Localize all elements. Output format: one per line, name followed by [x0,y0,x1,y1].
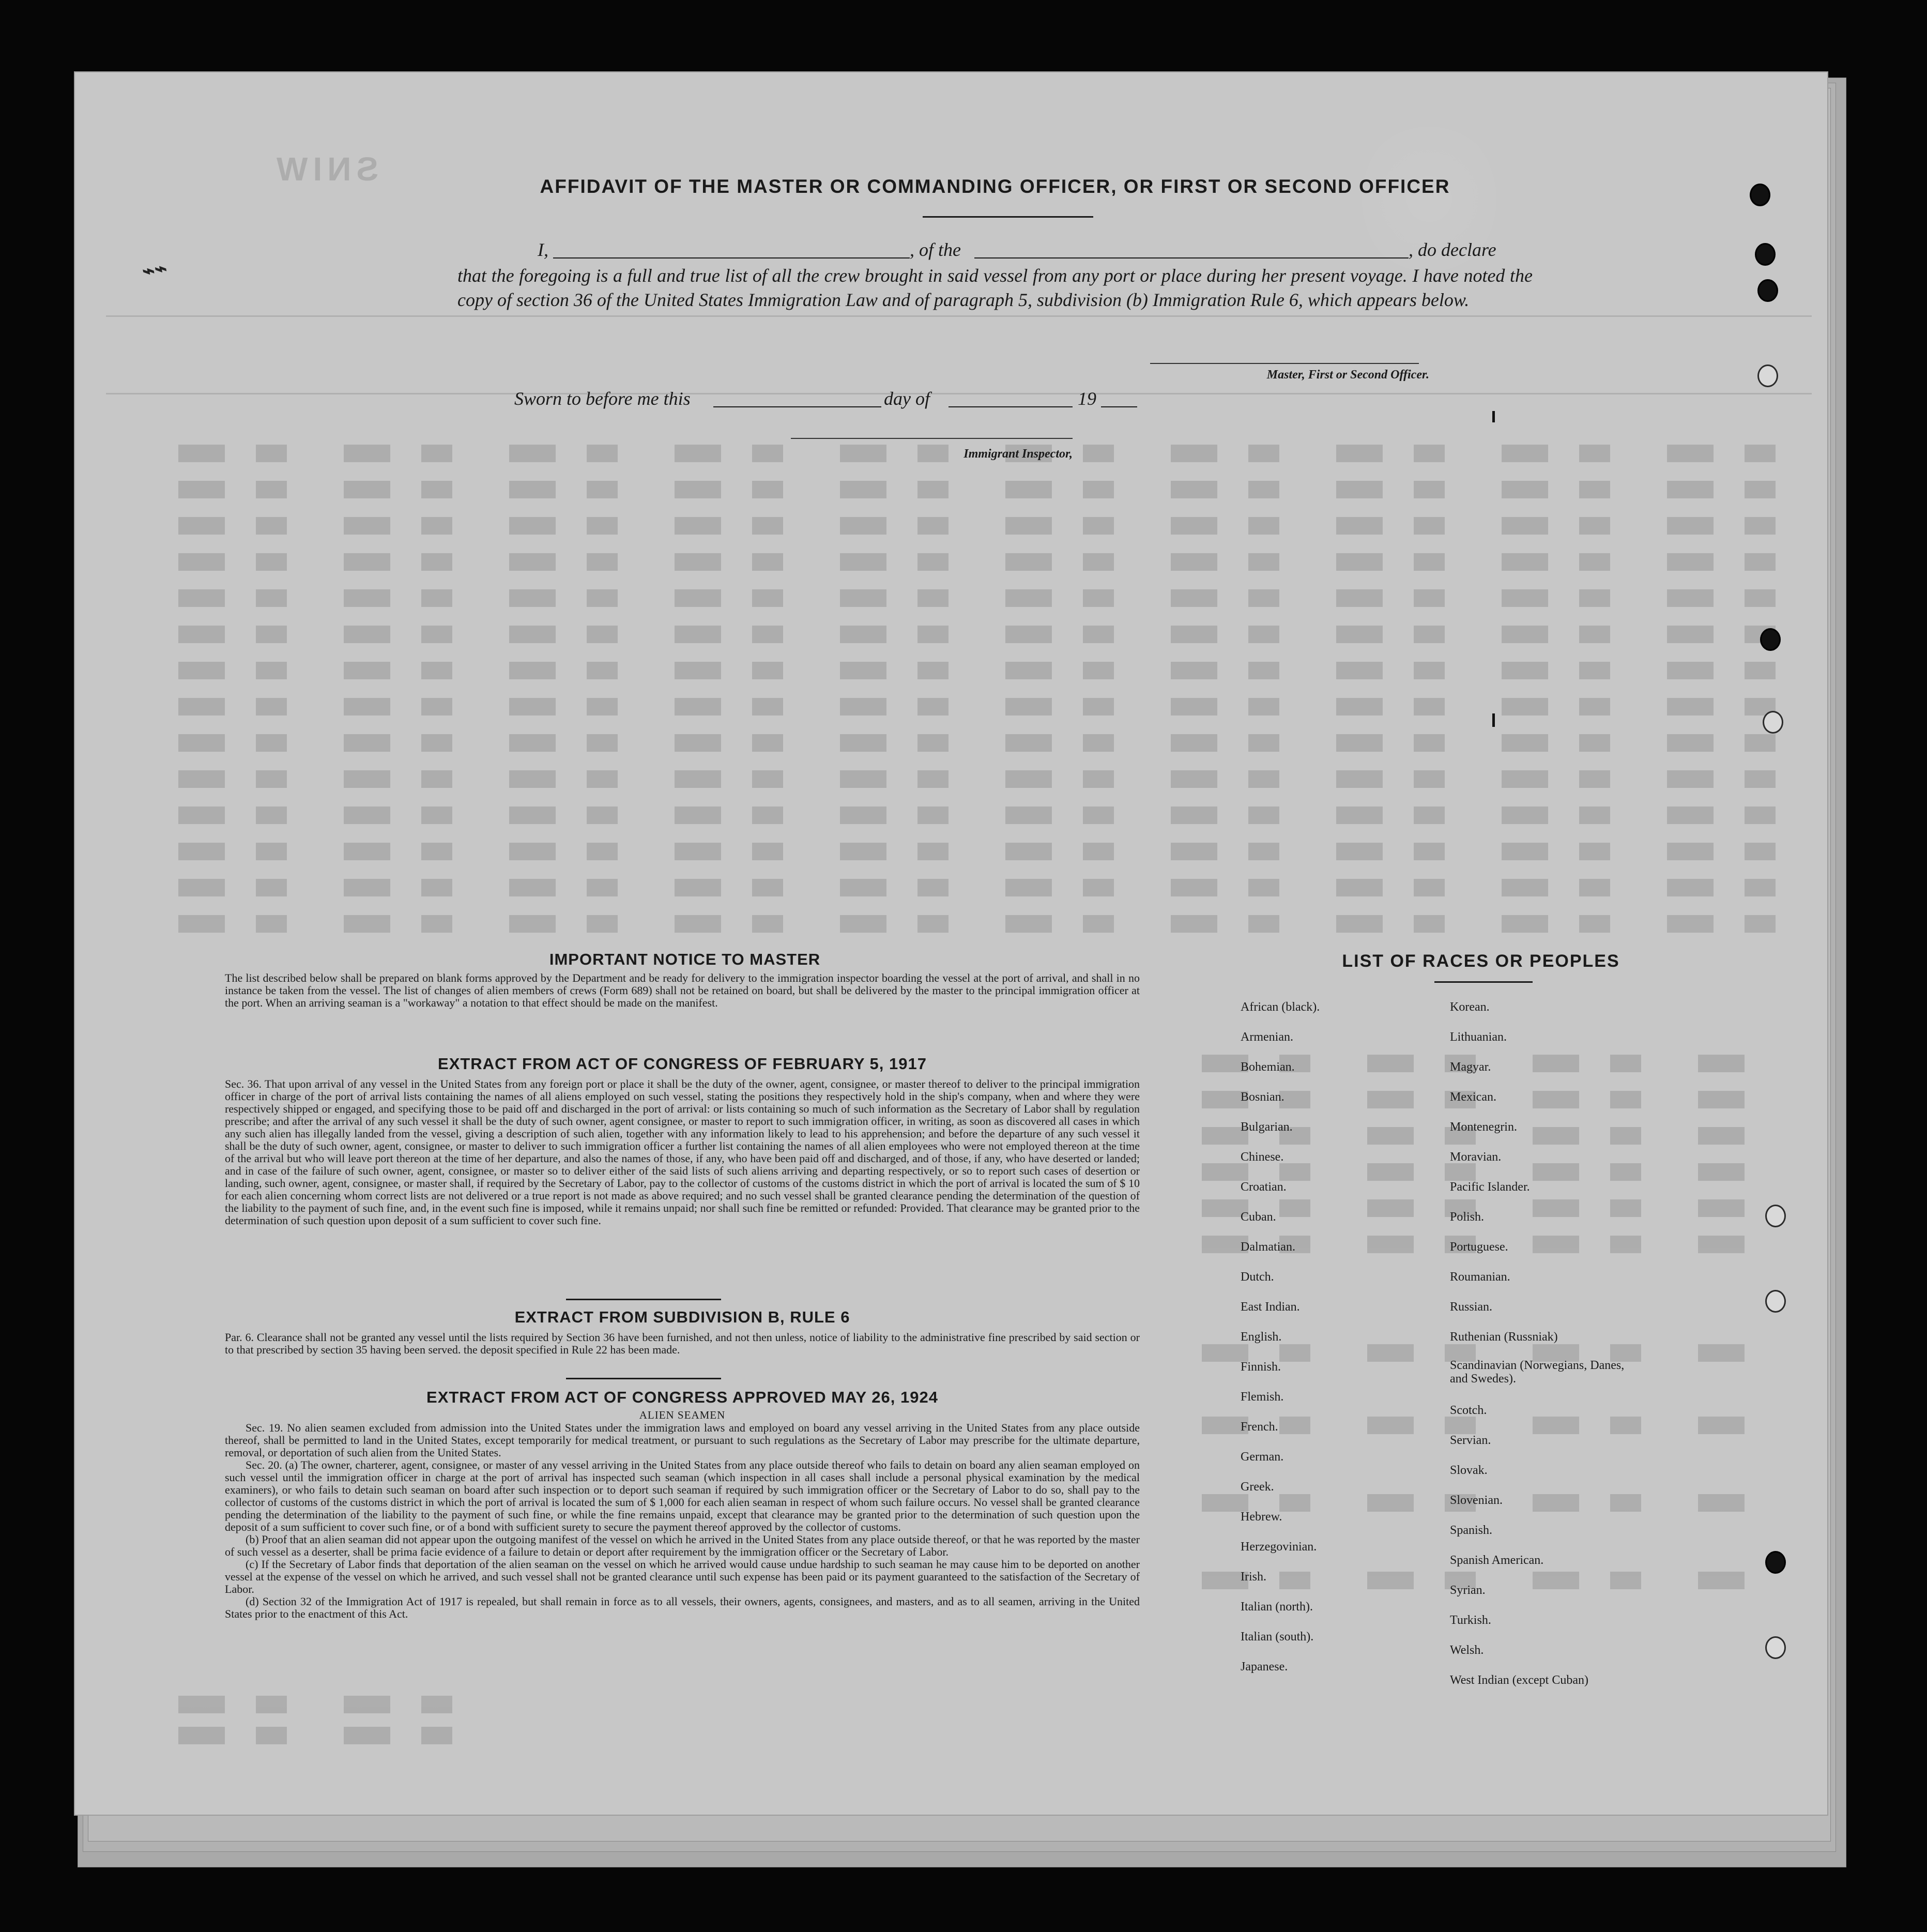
race-item: Servian. [1450,1434,1491,1447]
month-blank [949,406,1073,407]
affidavit-declaration-line [457,239,1533,265]
race-item: Moravian. [1450,1150,1502,1164]
race-item: Japanese. [1241,1660,1288,1674]
race-item: Dutch. [1241,1270,1274,1284]
bleedthrough-heading: SNIW [271,150,379,188]
act-1917-heading: EXTRACT FROM ACT OF CONGRESS OF FEBRUARY 5, 1917 [438,1055,927,1073]
races-heading: LIST OF RACES OR PEOPLES [1342,951,1620,971]
race-item: Herzegovinian. [1241,1540,1317,1554]
act-1924-paragraph: (b) Proof that an alien seaman did not appear upon the outgoing manifest of the vessel on which he arrived in the United States from any place outside thereof, or that he was reported by the master of such vessel as a deserter, shall be prima facie evidence of a failure to detain or deport after requirement by the immigration officer or the Secretary of Labor. [225,1533,1140,1558]
vessel-blank [974,257,1409,258]
race-item: Syrian. [1450,1584,1486,1597]
act-1924-body [225,1422,1140,1620]
act-1924-paragraph: Sec. 19. No alien seamen excluded from admission into the United States under the immigration laws and employed on board any vessel arriving in the United States from any place outside thereof, shall be permitted to land in the United States, except temporarily for medical treatment, or pursuant to such regulations as the Secretary of Labor may prescribe for the ultimate departure, removal, or deportation of such alien from the United States. [225,1421,1140,1459]
race-item: Slovenian. [1450,1494,1503,1507]
race-item: Korean. [1450,1000,1490,1014]
race-item: Dalmatian. [1241,1240,1295,1254]
act-1924-heading: EXTRACT FROM ACT OF CONGRESS APPROVED MAY 26, 1924 [426,1388,938,1406]
race-item: East Indian. [1241,1300,1300,1314]
punch-hole [1765,1551,1786,1574]
race-item: Montenegrin. [1450,1120,1517,1134]
punch-hole [1757,279,1778,302]
sworn-line [514,388,1238,414]
act-1924-paragraph: Sec. 20. (a) The owner, charterer, agent, consignee, or master of any vessel arriving in the United States from any place outside thereof who fails to detain on board any alien seaman employed on such vessel until the immigration officer in charge at the port of arrival has inspected such seaman (which inspection in all cases shall include a personal physical examination by the medical examiners), or who fails to detain such seaman on board after such inspection or to deport such seaman if required by such immigration officer or the Secretary of Labor to do so, shall pay to the collector of customs of the customs district in which the port of arrival is located the sum of $ 1,000 for each alien seaman in respect of whom such failure occurs. No vessel shall be granted clearance pending the determination of the liability to the payment of such fine, or while the fine remains unpaid, except that clearance may be granted prior to the determination of such question upon the deposit of a sum sufficient to cover such fine, or of a bond with sufficient surety to secure the payment thereof approved by the collector of customs. [225,1458,1140,1533]
act-1917-section-36: Sec. 36. That upon arrival of any vessel in the United States from any foreign port or place it shall be the duty of the owner, agent, consignee, or master thereof to deliver to the principal immigration officer in charge of the port of arrival lists containing the names of all aliens employed on such vessel, stating the positions they respectively hold in the ship's company, when and where they were respectively shipped or engaged, and specifying those to be paid off and discharged in the port of arrival: or lists containing so much of such information as the Secretary of Labor shall by regulation prescribe; and after the arrival of any such vessel it shall be the duty of such owner, agent consignee, or master to report to such immigration officer, in writing, as soon as discovered all cases in which any such alien has illegally landed from the vessel, giving a description of such alien, together with any information likely to lead to his apprehension; and before the departure of any such vessel it shall be the duty of such owner, agent, consignee, or master to deliver to such immigration officer a further list containing the names of all alien employees who were not employed thereon at the time of the arrival but who will leave port thereon at the time of her departure, and also the names of those, if any, who have been paid off and discharged, and of those, if any, who have deserted or landed; and in case of the failure of such owner, agent, consignee, or master so to deliver either of the said lists of such aliens arriving and departing respectively, or so to report such cases of desertion or landing, such owner, agent, consignee, or master shall, if required by the Secretary of Labor, pay to the collector of customs of the customs district in which the port of arrival is located the sum of $ 10 for each alien concerning whom correct lists are not delivered or a true report is not made as above required; and no such vessel shall be granted clearance pending the determination of the question of the liability to the payment of such fine, and, in the event such fine is imposed, while it remains unpaid; nor shall such fine be remitted or refunded: Provided. That clearance may be granted prior to the determination of such question upon deposit of a sum sufficient to cover such fine. [225,1077,1140,1227]
affidavit-of-the-label: , of the [910,239,961,260]
race-item: French. [1241,1420,1278,1434]
section-divider [566,1378,721,1379]
affidavit-title: AFFIDAVIT OF THE MASTER OR COMMANDING OFFICER, OR FIRST OR SECOND OFFICER [540,176,1450,197]
title-underline [923,216,1093,218]
affidavit-do-declare-label: , do declare [1409,239,1496,260]
race-item: Greek. [1241,1480,1274,1494]
race-item: West Indian (except Cuban) [1450,1674,1588,1687]
race-item: Lithuanian. [1450,1030,1507,1044]
race-item: Flemish. [1241,1390,1284,1404]
section-divider [566,1299,721,1300]
race-item: Croatian. [1241,1180,1287,1194]
rule-6-heading: EXTRACT FROM SUBDIVISION B, RULE 6 [514,1308,850,1326]
master-signature-line [1150,363,1419,364]
race-item: Chinese. [1241,1150,1284,1164]
race-item: Cuban. [1241,1210,1276,1224]
punch-hole [1755,243,1776,266]
master-signature-label: Master, First or Second Officer. [1266,368,1429,382]
race-item: Bosnian. [1241,1090,1284,1104]
race-item: Spanish. [1450,1524,1493,1537]
race-item: Armenian. [1241,1030,1293,1044]
inspector-signature-line [791,438,1073,439]
race-item: Magyar. [1450,1060,1491,1074]
race-item: Polish. [1450,1210,1485,1224]
race-item: African (black). [1241,1000,1320,1014]
races-underline [1434,981,1533,983]
punch-hole [1765,1205,1786,1227]
act-1924-subheading: ALIEN SEAMEN [639,1409,726,1421]
punch-hole [1757,364,1778,387]
punch-hole [1763,711,1783,734]
race-item: Bohemian. [1241,1060,1295,1074]
handwritten-mark: ⌁⌁ [140,256,169,283]
race-item: Russian. [1450,1300,1493,1314]
day-of-label: day of [884,388,930,409]
day-blank [713,406,881,407]
punch-hole [1760,628,1781,651]
race-item: Turkish. [1450,1614,1491,1627]
race-item: Irish. [1241,1570,1266,1584]
act-1924-paragraph: (c) If the Secretary of Labor finds that deportation of the alien seaman on the vessel on which he arrived would cause undue hardship to such seaman he may cause him to be deported on another vessel at the expense of the vessel on which he arrived, and such vessel shall not be granted clearance until such expense has been paid or its payment guaranteed to the satisfaction of the Secretary of Labor. [225,1558,1140,1595]
notice-heading: IMPORTANT NOTICE TO MASTER [549,950,821,968]
race-item: Roumanian. [1450,1270,1510,1284]
punch-hole [1750,184,1770,206]
race-item: Slovak. [1450,1464,1488,1477]
race-item: Welsh. [1450,1644,1484,1657]
race-item: Italian (north). [1241,1600,1313,1614]
race-item: Scotch. [1450,1404,1487,1417]
inspector-signature-label: Immigrant Inspector, [964,447,1073,461]
name-blank [553,257,910,258]
race-item: English. [1241,1330,1282,1344]
race-item: Finnish. [1241,1360,1281,1374]
race-item: Mexican. [1450,1090,1496,1104]
rule-6-body: Par. 6. Clearance shall not be granted any vessel until the lists required by Section 36 have been furnished, and not then unless, notice of liability to the administrative fine prescribed by said section or to that prescribed by section 35 having been served. the deposit specified in Rule 22 has been made. [225,1331,1140,1356]
race-item: Bulgarian. [1241,1120,1293,1134]
document-page [75,72,1827,1815]
punch-hole [1765,1636,1786,1659]
race-item: Portuguese. [1450,1240,1508,1254]
affidavit-body: that the foregoing is a full and true list of all the crew brought in said vessel from any port or place during her present voyage. I have noted the copy of section 36 of the United States Immigration Law and of paragraph 5, subdivision (b) Immigration Rule 6, which appears below. [457,265,1533,310]
year-blank [1101,406,1137,407]
race-item: Spanish American. [1450,1554,1544,1567]
ink-mark [1492,411,1495,422]
sworn-label: Sworn to before me this [514,388,691,409]
race-item: Italian (south). [1241,1630,1314,1644]
punch-hole [1765,1290,1786,1313]
race-item: Scandinavian (Norwegians, Danes, and Swedes). [1450,1359,1625,1386]
notice-body: The list described below shall be prepared on blank forms approved by the Department and be ready for delivery to the immigration inspector boarding the vessel at the port of arrival, and shall in no instance be taken from the vessel. The list of changes of alien members of crews (Form 689) shall not be retained on board, but shall be delivered by the master to the principal immigration officer at the port. When an arriving seaman is a "workaway" a notation to that effect should be made on the manifest. [225,971,1140,1009]
race-item: German. [1241,1450,1284,1464]
affidavit-i-label: I, [538,239,548,260]
race-item: Pacific Islander. [1450,1180,1530,1194]
ink-mark [1492,713,1495,727]
act-1924-paragraph: (d) Section 32 of the Immigration Act of 1917 is repealed, but shall remain in force as to all vessels, their owners, agents, consignees, and masters, and as to all seamen, arriving in the United States prior to the enactment of this Act. [225,1595,1140,1620]
year-prefix: 19 [1078,388,1096,409]
race-item: Ruthenian (Russniak) [1450,1330,1558,1344]
race-item: Hebrew. [1241,1510,1282,1524]
